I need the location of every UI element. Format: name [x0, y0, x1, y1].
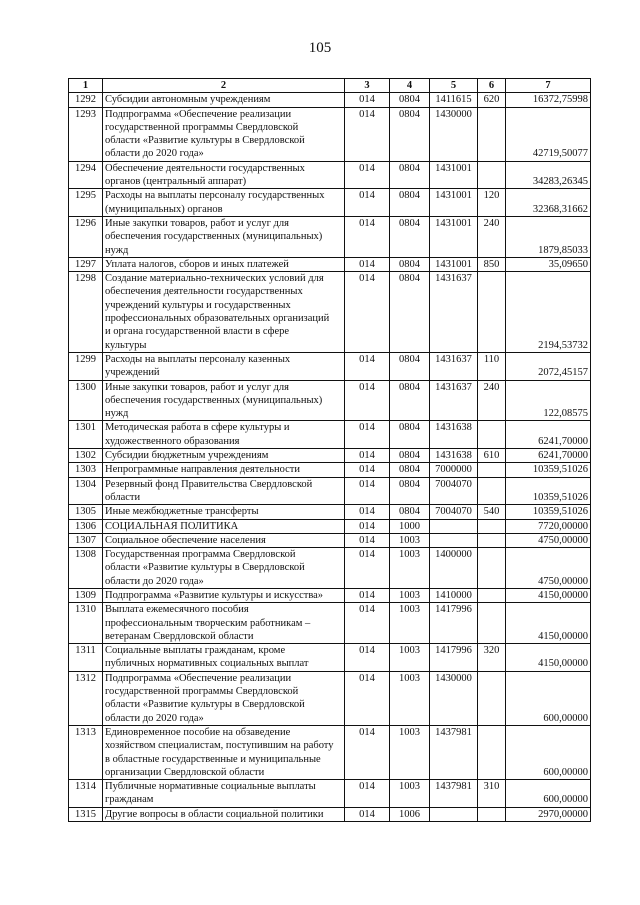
expense-type-code: 240 — [478, 380, 506, 421]
expense-type-code — [478, 477, 506, 505]
description-line: Социальное обеспечение населения — [105, 534, 266, 546]
description-line: Создание материально-технических условий для — [105, 273, 324, 285]
target-article-code: 1431638 — [430, 449, 478, 463]
section-code: 0804 — [390, 449, 430, 463]
section-code: 0804 — [390, 352, 430, 380]
row-number: 1307 — [69, 533, 103, 547]
target-article-code: 7004070 — [430, 505, 478, 519]
row-number: 1301 — [69, 421, 103, 449]
description-line: организации Свердловской области — [105, 766, 265, 778]
row-number: 1305 — [69, 505, 103, 519]
description-line: нужд — [105, 244, 129, 256]
column-header: 6 — [478, 79, 506, 93]
description-line: нужд — [105, 408, 129, 420]
description-line: Методическая работа в сфере культуры и — [105, 422, 290, 434]
row-description — [103, 421, 345, 449]
section-code: 1003 — [390, 780, 430, 808]
target-article-code: 1400000 — [430, 548, 478, 589]
description-line: Подпрограмма «Обеспечение реализации — [105, 108, 292, 120]
expense-type-code — [478, 807, 506, 821]
description-line: в областные государственные и муниципальные — [105, 753, 321, 765]
description-line: Резервный фонд Правительства Свердловской — [105, 478, 313, 490]
description-line: профессиональным творческим работникам – — [105, 617, 311, 629]
row-number: 1315 — [69, 807, 103, 821]
row-description — [103, 505, 345, 519]
row-number: 1293 — [69, 107, 103, 161]
ministry-code: 014 — [345, 505, 390, 519]
row-description — [103, 216, 345, 257]
amount: 10359,51026 — [506, 463, 591, 477]
row-number: 1300 — [69, 380, 103, 421]
expense-type-code — [478, 725, 506, 779]
section-code: 0804 — [390, 380, 430, 421]
amount: 122,08575 — [506, 380, 591, 421]
column-header: 1 — [69, 79, 103, 93]
description-line: Выплата ежемесячного пособия — [105, 604, 249, 616]
description-line: Подпрограмма «Обеспечение реализации — [105, 672, 292, 684]
table-row — [69, 477, 591, 505]
description-line: профессиональных образовательных организаций — [105, 313, 330, 325]
section-code: 1000 — [390, 519, 430, 533]
description-line: Подпрограмма «Развитие культуры и искусства» — [105, 589, 324, 601]
description-line: гражданам — [105, 794, 154, 806]
amount: 4750,00000 — [506, 533, 591, 547]
expense-type-code — [478, 421, 506, 449]
expense-type-code — [478, 588, 506, 602]
description-line: Субсидии автономным учреждениям — [105, 94, 271, 106]
budget-table — [68, 78, 591, 822]
table-row — [69, 588, 591, 602]
description-line: (муниципальных) органов — [105, 203, 223, 215]
row-description — [103, 588, 345, 602]
description-line: области до 2020 года» — [105, 148, 204, 160]
description-line: Обеспечение деятельности государственных — [105, 162, 305, 174]
description-line: учреждений культуры и государственных — [105, 299, 291, 311]
table-row — [69, 533, 591, 547]
expense-type-code — [478, 107, 506, 161]
table-row — [69, 671, 591, 725]
row-number: 1306 — [69, 519, 103, 533]
ministry-code: 014 — [345, 107, 390, 161]
section-code: 0804 — [390, 463, 430, 477]
row-number: 1303 — [69, 463, 103, 477]
target-article-code: 1431637 — [430, 272, 478, 353]
ministry-code: 014 — [345, 93, 390, 107]
amount: 4150,00000 — [506, 644, 591, 672]
table-row — [69, 421, 591, 449]
row-number: 1309 — [69, 588, 103, 602]
table-row — [69, 548, 591, 589]
row-description — [103, 257, 345, 271]
target-article-code: 1417996 — [430, 603, 478, 644]
description-line: Расходы на выплаты персоналу государственных — [105, 190, 325, 202]
row-description — [103, 644, 345, 672]
amount: 1879,85033 — [506, 216, 591, 257]
target-article-code: 1430000 — [430, 671, 478, 725]
target-article-code: 7004070 — [430, 477, 478, 505]
target-article-code: 1430000 — [430, 107, 478, 161]
table-row — [69, 449, 591, 463]
description-line: Субсидии бюджетным учреждениям — [105, 450, 269, 462]
column-header: 5 — [430, 79, 478, 93]
description-line: СОЦИАЛЬНАЯ ПОЛИТИКА — [105, 520, 239, 532]
row-description — [103, 93, 345, 107]
target-article-code: 1431001 — [430, 189, 478, 217]
section-code: 0804 — [390, 477, 430, 505]
description-line: государственной программы Свердловской — [105, 121, 299, 133]
expense-type-code — [478, 161, 506, 189]
section-code: 0804 — [390, 216, 430, 257]
description-line: художественного образования — [105, 435, 240, 447]
row-description — [103, 533, 345, 547]
row-number: 1312 — [69, 671, 103, 725]
amount: 2970,00000 — [506, 807, 591, 821]
description-line: Уплата налогов, сборов и иных платежей — [105, 258, 289, 270]
table-row — [69, 216, 591, 257]
row-description — [103, 380, 345, 421]
row-description — [103, 807, 345, 821]
expense-type-code — [478, 671, 506, 725]
amount: 600,00000 — [506, 671, 591, 725]
row-number: 1297 — [69, 257, 103, 271]
target-article-code: 1411615 — [430, 93, 478, 107]
column-header: 2 — [103, 79, 345, 93]
target-article-code — [430, 533, 478, 547]
target-article-code: 1431001 — [430, 161, 478, 189]
row-description — [103, 189, 345, 217]
description-line: Единовременное пособие на обзаведение — [105, 726, 291, 738]
table-row — [69, 603, 591, 644]
row-description — [103, 449, 345, 463]
row-number: 1298 — [69, 272, 103, 353]
amount: 4150,00000 — [506, 603, 591, 644]
description-line: Иные закупки товаров, работ и услуг для — [105, 217, 289, 229]
description-line: Другие вопросы в области социальной политики — [105, 808, 324, 820]
description-line: государственной программы Свердловской — [105, 686, 299, 698]
ministry-code: 014 — [345, 519, 390, 533]
table-row — [69, 107, 591, 161]
description-line: Социальные выплаты гражданам, кроме — [105, 645, 286, 657]
section-code: 0804 — [390, 505, 430, 519]
row-number: 1296 — [69, 216, 103, 257]
ministry-code: 014 — [345, 161, 390, 189]
header-row — [69, 79, 591, 93]
ministry-code: 014 — [345, 671, 390, 725]
description-line: Иные закупки товаров, работ и услуг для — [105, 381, 289, 393]
row-description — [103, 780, 345, 808]
ministry-code: 014 — [345, 352, 390, 380]
target-article-code — [430, 807, 478, 821]
description-line: обеспечения государственных (муниципальных) — [105, 231, 323, 243]
amount: 4750,00000 — [506, 548, 591, 589]
section-code: 1006 — [390, 807, 430, 821]
expense-type-code: 240 — [478, 216, 506, 257]
row-number: 1314 — [69, 780, 103, 808]
row-description — [103, 603, 345, 644]
expense-type-code — [478, 603, 506, 644]
table-row — [69, 644, 591, 672]
section-code: 0804 — [390, 189, 430, 217]
section-code: 0804 — [390, 93, 430, 107]
target-article-code: 1437981 — [430, 780, 478, 808]
row-description — [103, 107, 345, 161]
amount: 600,00000 — [506, 780, 591, 808]
row-number: 1292 — [69, 93, 103, 107]
description-line: области до 2020 года» — [105, 712, 204, 724]
ministry-code: 014 — [345, 449, 390, 463]
expense-type-code: 120 — [478, 189, 506, 217]
ministry-code: 014 — [345, 380, 390, 421]
ministry-code: 014 — [345, 257, 390, 271]
table-row — [69, 725, 591, 779]
amount: 10359,51026 — [506, 477, 591, 505]
expense-type-code — [478, 272, 506, 353]
row-number: 1294 — [69, 161, 103, 189]
amount: 2194,53732 — [506, 272, 591, 353]
ministry-code: 014 — [345, 421, 390, 449]
table-row — [69, 780, 591, 808]
expense-type-code: 310 — [478, 780, 506, 808]
section-code: 1003 — [390, 644, 430, 672]
row-number: 1310 — [69, 603, 103, 644]
section-code: 1003 — [390, 588, 430, 602]
target-article-code — [430, 519, 478, 533]
amount: 34283,26345 — [506, 161, 591, 189]
expense-type-code — [478, 548, 506, 589]
section-code: 0804 — [390, 272, 430, 353]
description-line: области — [105, 491, 141, 503]
description-line: ветеранам Свердловской области — [105, 630, 254, 642]
expense-type-code: 320 — [478, 644, 506, 672]
page-number: 105 — [308, 40, 332, 56]
expense-type-code: 620 — [478, 93, 506, 107]
amount: 600,00000 — [506, 725, 591, 779]
ministry-code: 014 — [345, 725, 390, 779]
target-article-code: 1431001 — [430, 257, 478, 271]
description-line: хозяйством специалистам, поступившим на работу — [105, 740, 334, 752]
description-line: обеспечения государственных (муниципальных) — [105, 394, 323, 406]
ministry-code: 014 — [345, 588, 390, 602]
description-line: и органа государственной власти в сфере — [105, 326, 290, 338]
section-code: 1003 — [390, 603, 430, 644]
ministry-code: 014 — [345, 807, 390, 821]
row-description — [103, 161, 345, 189]
description-line: области «Развитие культуры в Свердловской — [105, 135, 305, 147]
expense-type-code: 850 — [478, 257, 506, 271]
row-description — [103, 352, 345, 380]
target-article-code: 1437981 — [430, 725, 478, 779]
ministry-code: 014 — [345, 533, 390, 547]
table-row — [69, 257, 591, 271]
target-article-code: 1417996 — [430, 644, 478, 672]
row-number: 1308 — [69, 548, 103, 589]
section-code: 0804 — [390, 421, 430, 449]
target-article-code: 1431637 — [430, 380, 478, 421]
row-number: 1302 — [69, 449, 103, 463]
row-description — [103, 725, 345, 779]
description-line: области «Развитие культуры в Свердловской — [105, 562, 305, 574]
table-row — [69, 463, 591, 477]
table-row — [69, 380, 591, 421]
amount: 4150,00000 — [506, 588, 591, 602]
description-line: учреждений — [105, 367, 160, 379]
target-article-code: 7000000 — [430, 463, 478, 477]
description-line: Иные межбюджетные трансферты — [105, 506, 259, 518]
expense-type-code: 540 — [478, 505, 506, 519]
ministry-code: 014 — [345, 548, 390, 589]
row-description — [103, 477, 345, 505]
amount: 32368,31662 — [506, 189, 591, 217]
expense-type-code: 610 — [478, 449, 506, 463]
target-article-code: 1431638 — [430, 421, 478, 449]
row-description — [103, 671, 345, 725]
amount: 6241,70000 — [506, 421, 591, 449]
expense-type-code: 110 — [478, 352, 506, 380]
section-code: 0804 — [390, 107, 430, 161]
description-line: Непрограммные направления деятельности — [105, 464, 301, 476]
row-number: 1311 — [69, 644, 103, 672]
description-line: Расходы на выплаты персоналу казенных — [105, 353, 291, 365]
section-code: 1003 — [390, 548, 430, 589]
amount: 42719,50077 — [506, 107, 591, 161]
amount: 6241,70000 — [506, 449, 591, 463]
amount: 2072,45157 — [506, 352, 591, 380]
description-line: культуры — [105, 339, 147, 351]
target-article-code: 1431001 — [430, 216, 478, 257]
ministry-code: 014 — [345, 463, 390, 477]
description-line: области «Развитие культуры в Свердловской — [105, 699, 305, 711]
description-line: публичных нормативных социальных выплат — [105, 658, 309, 670]
expense-type-code — [478, 463, 506, 477]
table-row — [69, 807, 591, 821]
table-row — [69, 189, 591, 217]
row-number: 1304 — [69, 477, 103, 505]
ministry-code: 014 — [345, 603, 390, 644]
target-article-code: 1410000 — [430, 588, 478, 602]
table-row — [69, 352, 591, 380]
row-description — [103, 272, 345, 353]
amount: 35,09650 — [506, 257, 591, 271]
section-code: 0804 — [390, 161, 430, 189]
amount: 16372,75998 — [506, 93, 591, 107]
table-row — [69, 161, 591, 189]
column-header: 7 — [506, 79, 591, 93]
table-row — [69, 272, 591, 353]
column-header: 4 — [390, 79, 430, 93]
table-body — [69, 93, 591, 822]
section-code: 0804 — [390, 257, 430, 271]
section-code: 1003 — [390, 671, 430, 725]
amount: 10359,51026 — [506, 505, 591, 519]
ministry-code: 014 — [345, 477, 390, 505]
section-code: 1003 — [390, 533, 430, 547]
description-line: Публичные нормативные социальные выплаты — [105, 781, 316, 793]
ministry-code: 014 — [345, 189, 390, 217]
ministry-code: 014 — [345, 272, 390, 353]
row-description — [103, 548, 345, 589]
row-number: 1299 — [69, 352, 103, 380]
row-description — [103, 463, 345, 477]
expense-type-code — [478, 533, 506, 547]
amount: 7720,00000 — [506, 519, 591, 533]
column-header: 3 — [345, 79, 390, 93]
table-row — [69, 93, 591, 107]
description-line: области до 2020 года» — [105, 575, 204, 587]
row-description — [103, 519, 345, 533]
table-row — [69, 505, 591, 519]
description-line: органов (центральный аппарат) — [105, 176, 247, 188]
description-line: Государственная программа Свердловской — [105, 549, 296, 561]
table-row — [69, 519, 591, 533]
description-line: обеспечения деятельности государственных — [105, 286, 303, 298]
expense-type-code — [478, 519, 506, 533]
row-number: 1313 — [69, 725, 103, 779]
ministry-code: 014 — [345, 644, 390, 672]
row-number: 1295 — [69, 189, 103, 217]
ministry-code: 014 — [345, 216, 390, 257]
ministry-code: 014 — [345, 780, 390, 808]
target-article-code: 1431637 — [430, 352, 478, 380]
section-code: 1003 — [390, 725, 430, 779]
